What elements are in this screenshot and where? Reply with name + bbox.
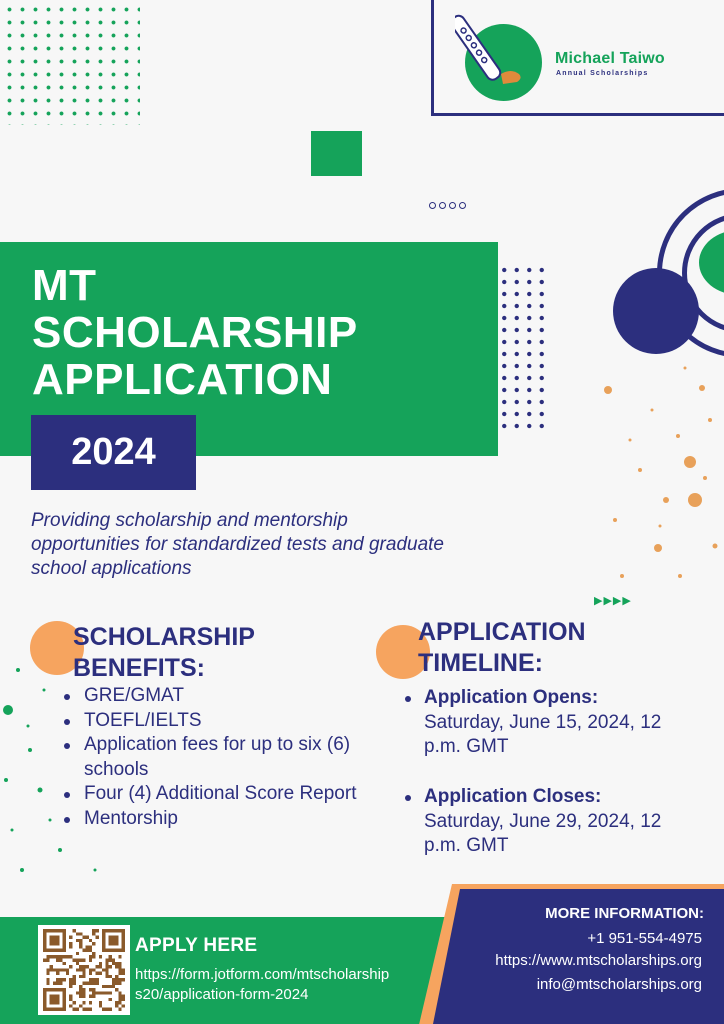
title-line: APPLICATION [32, 355, 333, 404]
info-phone[interactable]: +1 951-554-4975 [587, 930, 702, 947]
page-title [32, 262, 492, 403]
list-item: Four (4) Additional Score Report [62, 782, 362, 807]
list-item: Mentorship [62, 807, 362, 832]
list-item: Application fees for up to six (6) schools [62, 733, 362, 782]
heading-line: BENEFITS: [73, 654, 205, 682]
logo-name: Michael Taiwo [555, 50, 665, 67]
timeline-item-closes [402, 785, 702, 859]
timeline-label: Application Opens: [424, 687, 599, 708]
arrow-triangles-icon: ▶▶▶▶ [594, 595, 632, 607]
pen-hand-logo-icon [455, 8, 535, 98]
orange-splatter-decoration [560, 350, 724, 610]
timeline-label: Application Closes: [424, 786, 602, 807]
list-item: GRE/GMAT [62, 684, 362, 709]
heading-line: APPLICATION [418, 618, 586, 646]
timeline-heading [418, 617, 708, 679]
tagline: Providing scholarship and mentorship opportunities for standardized tests and graduate school applications [31, 510, 444, 579]
qr-code-icon [42, 929, 126, 1011]
timeline-value: Saturday, June 29, 2024, 12 p.m. GMT [424, 810, 662, 856]
info-email[interactable]: info@mtscholarships.org [536, 976, 702, 993]
year-badge: 2024 [31, 415, 196, 490]
green-square-decoration [311, 131, 362, 176]
timeline-value: Saturday, June 15, 2024, 12 p.m. GMT [424, 711, 662, 757]
title-line: SCHOLARSHIP [32, 308, 358, 357]
heading-line: TIMELINE: [418, 649, 543, 677]
info-website[interactable]: https://www.mtscholarships.org [495, 952, 702, 969]
title-line: MT [32, 261, 97, 310]
benefits-list [62, 684, 362, 831]
heading-line: SCHOLARSHIP [73, 623, 255, 651]
navy-circle-decoration [613, 268, 699, 354]
green-dot-pattern [0, 0, 140, 125]
apply-heading: APPLY HERE [135, 935, 258, 956]
info-heading: MORE INFORMATION: [545, 905, 704, 922]
apply-link[interactable]: https://form.jotform.com/mtscholarships20/application-form-2024 [135, 966, 390, 1003]
small-circles-decoration [429, 202, 466, 209]
list-item: TOEFL/IELTS [62, 709, 362, 734]
benefits-heading [73, 622, 363, 684]
timeline-item-opens [402, 686, 702, 760]
logo-subtitle: Annual Scholarships [556, 70, 649, 77]
qr-code[interactable] [38, 925, 130, 1015]
